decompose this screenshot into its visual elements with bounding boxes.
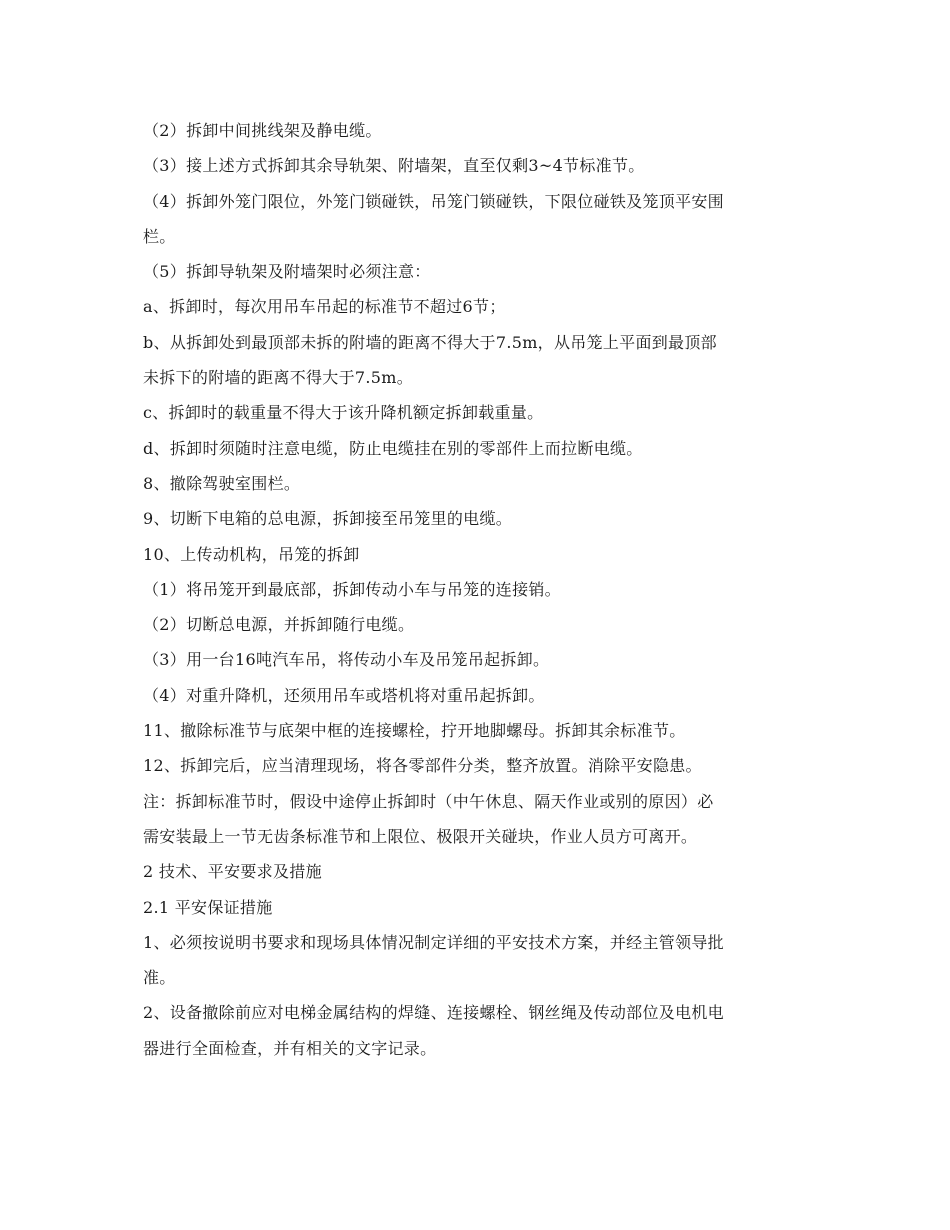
text-line: （4）对重升降机，还须用吊车或塔机将对重吊起拆卸。 xyxy=(143,685,545,705)
text-line: 注：拆卸标准节时，假设中途停止拆卸时（中午休息、隔天作业或别的原因）必 xyxy=(143,791,714,811)
text-line: 9、切断下电箱的总电源，拆卸接至吊笼里的电缆。 xyxy=(143,509,513,529)
text-line: （3）用一台16吨汽车吊，将传动小车及吊笼吊起拆卸。 xyxy=(143,650,550,670)
text-line: 未拆下的附墙的距离不得大于7.5m。 xyxy=(143,368,414,388)
text-line: （1）将吊笼开到最底部，拆卸传动小车与吊笼的连接销。 xyxy=(143,579,561,599)
text-line: 器进行全面检查，并有相关的文字记录。 xyxy=(143,1038,437,1058)
text-line: 12、拆卸完后，应当清理现场，将各零部件分类，整齐放置。消除平安隐患。 xyxy=(143,756,702,776)
text-line: 栏。 xyxy=(143,226,176,246)
text-line: d、拆卸时须随时注意电缆，防止电缆挂在别的零部件上而拉断电缆。 xyxy=(143,438,643,458)
text-line: （3）接上述方式拆卸其余导轨架、附墙架，直至仅剩3~4节标准节。 xyxy=(143,156,645,176)
text-line: 8、撤除驾驶室围栏。 xyxy=(143,473,301,493)
text-line: 准。 xyxy=(143,968,176,988)
text-line: （2）拆卸中间挑线架及静电缆。 xyxy=(143,121,382,140)
text-line: 1、必须按说明书要求和现场具体情况制定详细的平安技术方案，并经主管领导批 xyxy=(143,932,724,952)
section-heading: 2 技术、平安要求及措施 xyxy=(143,862,322,882)
text-line: 需安装最上一节无齿条标准节和上限位、极限开关碰块，作业人员方可离开。 xyxy=(143,826,698,846)
text-line: b、从拆卸处到最顶部未拆的附墙的距离不得大于7.5m，从吊笼上平面到最顶部 xyxy=(143,332,717,352)
text-line: 2、设备撤除前应对电梯金属结构的焊缝、连接螺栓、钢丝绳及传动部位及电机电 xyxy=(143,1003,724,1023)
text-line: c、拆卸时的载重量不得大于该升降机额定拆卸载重量。 xyxy=(143,403,544,423)
text-line: 10、上传动机构，吊笼的拆卸 xyxy=(143,544,360,564)
text-line: （4）拆卸外笼门限位，外笼门锁碰铁，吊笼门锁碰铁，下限位碰铁及笼顶平安围 xyxy=(143,191,724,211)
subsection-heading: 2.1 平安保证措施 xyxy=(143,897,273,917)
text-line: （5）拆卸导轨架及附墙架时必须注意： xyxy=(143,262,431,282)
text-line: （2）切断总电源，并拆卸随行电缆。 xyxy=(143,615,415,635)
document-body xyxy=(143,117,813,1070)
text-line: a、拆卸时，每次用吊车吊起的标准节不超过6节； xyxy=(143,297,506,317)
text-line: 11、撤除标准节与底架中框的连接螺栓，拧开地脚螺母。拆卸其余标准节。 xyxy=(143,721,686,741)
